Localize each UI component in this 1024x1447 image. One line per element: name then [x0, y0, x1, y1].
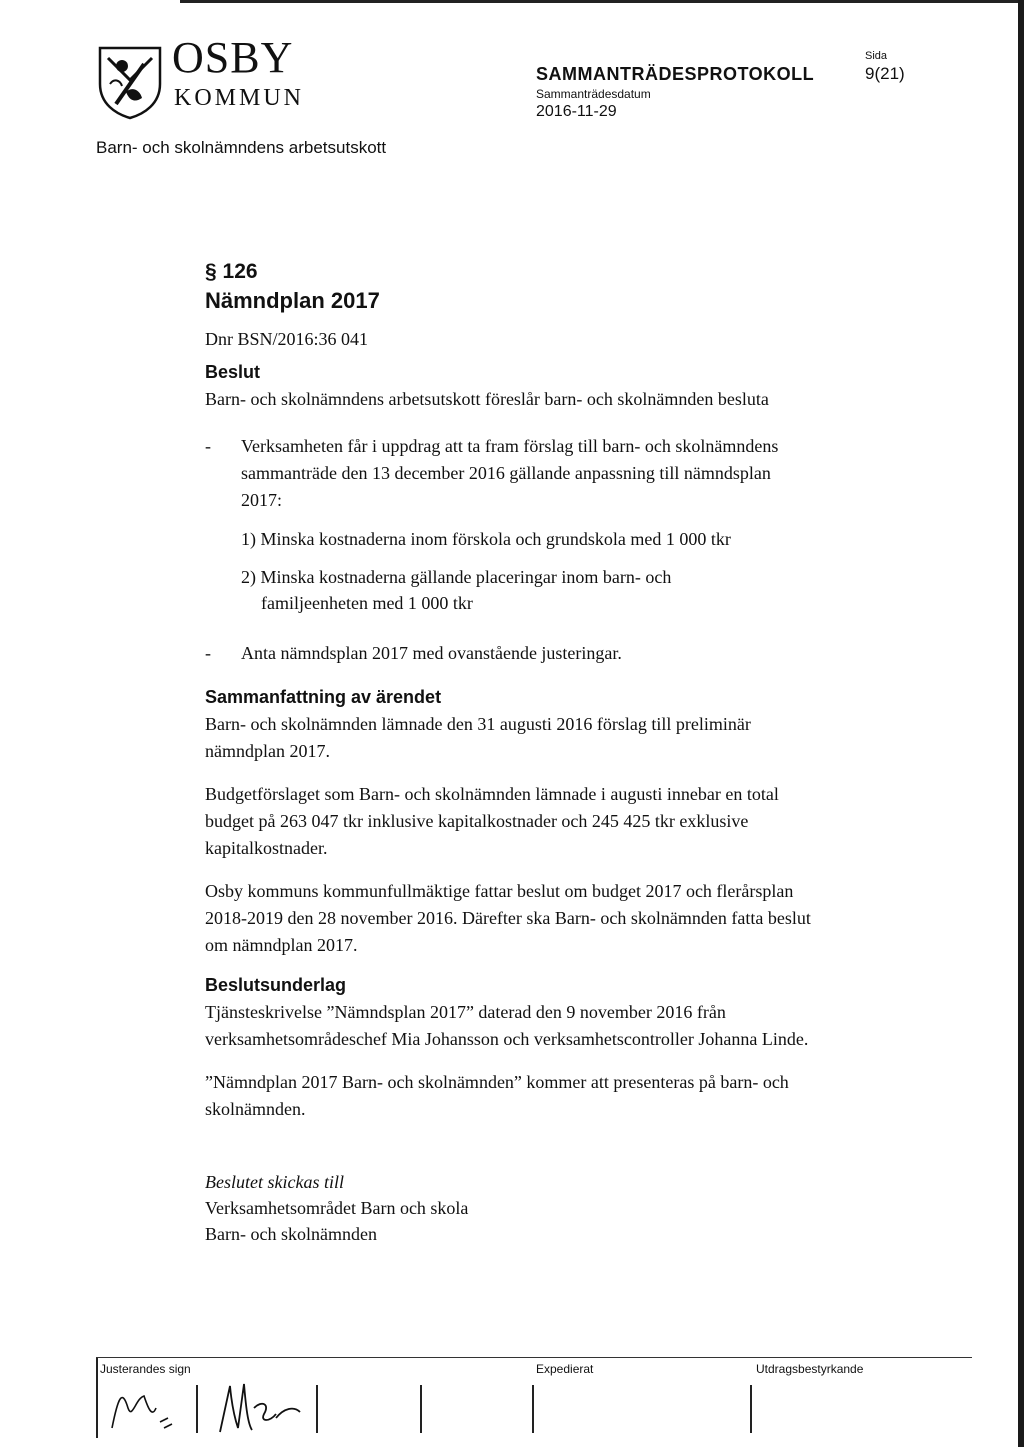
footer-box-edge	[96, 1358, 98, 1438]
scan-edge-right	[1018, 0, 1024, 1447]
decision-bullet	[205, 433, 815, 514]
decision-intro: Barn- och skolnämndens arbetsutskott föreslår barn- och skolnämnden besluta	[205, 389, 769, 409]
bullet-dash: -	[205, 643, 211, 663]
protocol-body	[205, 258, 815, 1247]
distribution-item: Verksamhetsområdet Barn och skola	[205, 1198, 469, 1218]
sub-item	[241, 564, 815, 616]
basis-paragraph: Tjänsteskrivelse ”Nämndsplan 2017” daterad den 9 november 2016 från verksamhetsområdeschef Mia Johansson och verksamhetscontroller Johanna Linde.	[205, 1002, 809, 1049]
sub-item: 1) Minska kostnaderna inom förskola och grundskola med 1 000 tkr	[241, 529, 731, 549]
sub-item-line: 2) Minska kostnaderna gällande placeringar inom barn- och	[241, 567, 672, 587]
signature-separator	[316, 1385, 318, 1433]
summary-paragraph: Barn- och skolnämnden lämnade den 31 augusti 2016 förslag till preliminär nämndplan 2017.	[205, 714, 751, 761]
handwritten-signature	[214, 1378, 304, 1438]
decision-bullet-text: Verksamheten får i uppdrag att ta fram förslag till barn- och skolnämndens sammanträde den 13 december 2016 gällande anpassning till nämndsplan 2017:	[241, 436, 779, 510]
section-number: § 126	[205, 260, 258, 283]
signature-separator	[750, 1385, 752, 1433]
bullet-dash: -	[205, 436, 211, 456]
brand-name: OSBY	[172, 33, 294, 82]
summary-paragraph: Budgetförslaget som Barn- och skolnämnden lämnade i augusti innebar en total budget på 263 047 tkr inklusive kapitalkostnader och 245 425 tkr exklusive kapitalkostnader.	[205, 784, 779, 858]
basis-paragraph: ”Nämndplan 2017 Barn- och skolnämnden” kommer att presenteras på barn- och skolnämnden.	[205, 1072, 789, 1119]
decision-heading: Beslut	[205, 362, 261, 382]
signature-separator	[532, 1385, 534, 1433]
committee-name: Barn- och skolnämndens arbetsutskott	[96, 138, 387, 157]
page-label: Sida	[865, 50, 888, 62]
summary-heading: Sammanfattning av ärendet	[205, 687, 442, 707]
section-title: Nämndplan 2017	[205, 288, 380, 313]
case-number: Dnr BSN/2016:36 041	[205, 329, 369, 349]
distribution-item: Barn- och skolnämnden	[205, 1224, 377, 1244]
expedited-label: Expedierat	[536, 1362, 594, 1376]
signature-label: Justerandes sign	[100, 1362, 191, 1376]
footer-divider	[96, 1357, 972, 1358]
decision-bullet-text: Anta nämndsplan 2017 med ovanstående justeringar.	[241, 643, 622, 663]
sub-item-line: familjeenheten med 1 000 tkr	[261, 593, 473, 613]
page-number: 9(21)	[865, 64, 905, 83]
decision-bullet	[205, 640, 815, 667]
handwritten-signature	[108, 1378, 178, 1438]
meeting-date-label: Sammanträdesdatum	[536, 87, 651, 101]
distribution-label: Beslutet skickas till	[205, 1172, 344, 1192]
scan-edge-top	[180, 0, 1024, 3]
osby-coat-of-arms-logo	[96, 44, 164, 120]
signature-separator	[420, 1385, 422, 1433]
summary-paragraph: Osby kommuns kommunfullmäktige fattar beslut om budget 2017 och flerårsplan 2018-2019 den 28 november 2016. Därefter ska Barn- och skolnämnden fatta beslut om nämndplan 2017.	[205, 881, 811, 955]
document-type: SAMMANTRÄDESPROTOKOLL	[536, 64, 815, 84]
signature-separator	[196, 1385, 198, 1433]
basis-heading: Beslutsunderlag	[205, 975, 347, 995]
extract-certification-label: Utdragsbestyrkande	[756, 1362, 864, 1376]
meeting-date: 2016-11-29	[536, 103, 617, 120]
brand-subtitle: KOMMUN	[174, 85, 305, 111]
